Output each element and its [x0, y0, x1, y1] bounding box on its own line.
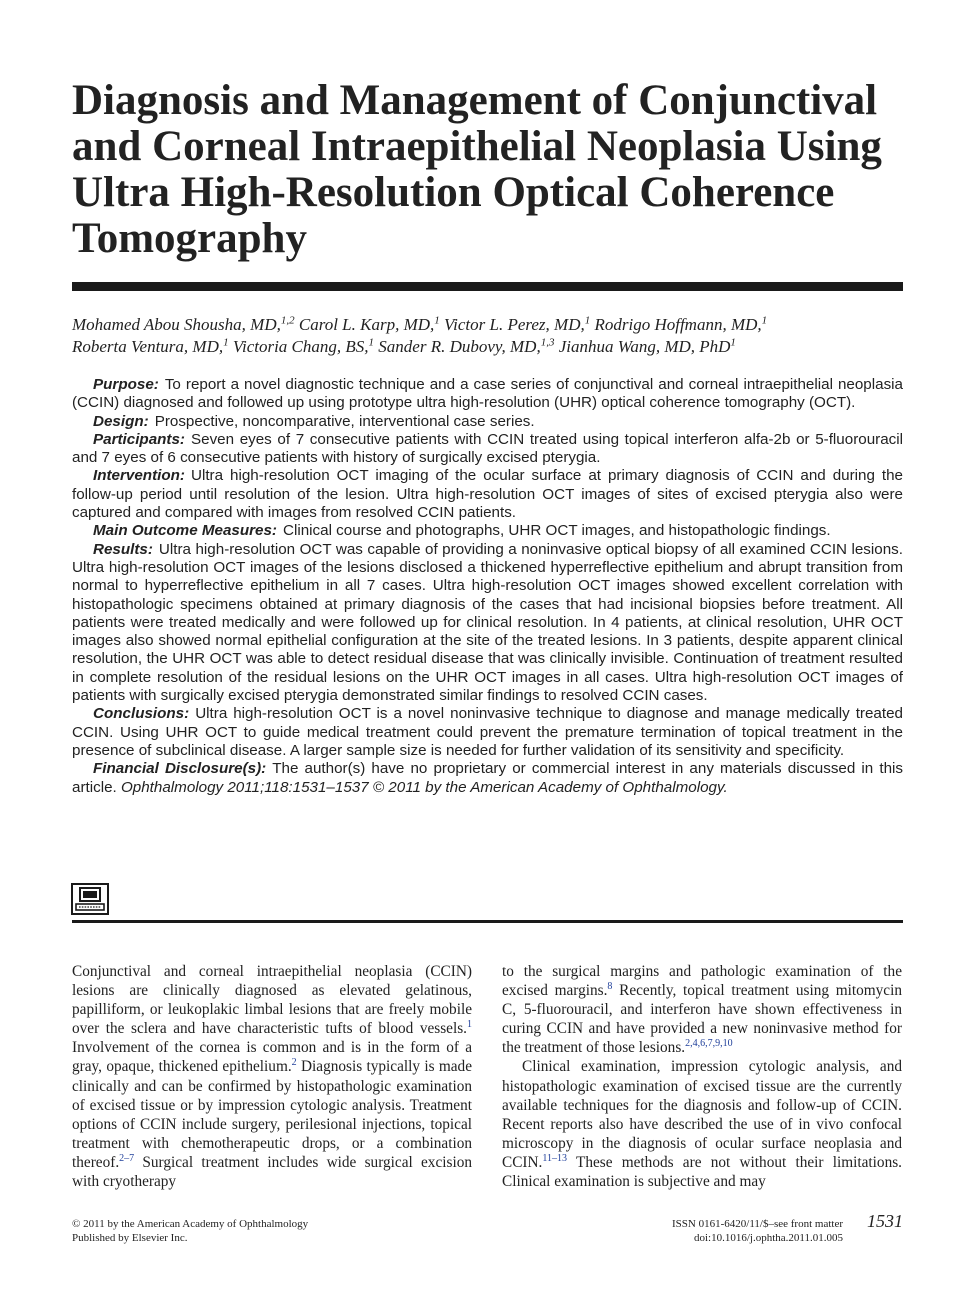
abstract-outcome-measures: Main Outcome Measures: Clinical course and photographs, UHR OCT images, and histopathologic findings. [93, 522, 831, 540]
abstract-disclosure: Financial Disclosure(s): The author(s) have no proprietary or commercial interest in any materials discussed in this article. Ophthalmology 2011;118:1531–1537 © 2011 by the American Academy of Ophthalmology. [72, 760, 903, 796]
author: Jianhua Wang, MD, PhD$^1$ [558, 336, 736, 356]
author: Rodrigo Hoffmann, MD,$^1$ [594, 314, 768, 334]
abstract-label: Participants: [93, 430, 185, 448]
title-rule [72, 282, 903, 291]
issn-line: ISSN 0161-6420/11/$–see front matter [672, 1218, 843, 1230]
body-column-left [72, 962, 472, 1191]
abstract-label: Results: [93, 540, 153, 558]
doi-line: doi:10.1016/j.ophtha.2011.01.005 [693, 1232, 843, 1244]
author: Sander R. Dubovy, MD,$^{1,3}$ [378, 336, 555, 356]
author: Victoria Chang, BS,$^1$ [232, 336, 375, 356]
abstract-label: Main Outcome Measures: [93, 522, 277, 540]
abstract-label: Conclusions: [93, 705, 190, 723]
abstract [72, 376, 903, 797]
article-title: Diagnosis and Management of Conjunctival and Corneal Intraepithelial Neoplasia Using Ultra High-Resolution Optical Coherence Tomography [72, 77, 882, 262]
author-list [72, 314, 903, 358]
author: Mohamed Abou Shousha, MD,$^{1,2}$ [72, 314, 295, 334]
page-number: 1531 [867, 1211, 903, 1231]
abstract-conclusions: Conclusions: Ultra high-resolution OCT is a novel noninvasive technique to diagnose and manage medically treated CCIN. Using UHR OCT to guide medical treatment could prevent the premature termination of topical treatment in the presence of subclinical disease. A larger sample size is needed for further validation of its sensitivity and specificity. [72, 705, 903, 759]
body-column-right [502, 962, 902, 1191]
footer-left [72, 1217, 308, 1245]
abstract-label: Design: [93, 412, 149, 430]
reference-link[interactable]: 2,4,6,7,9,10 [685, 1038, 733, 1050]
body-paragraph: Clinical examination, impression cytologic analysis, and histopathologic examination of excised tissue are the currently available techniques for the diagnosis and follow-up of CCIN. Recent reports also have described the use of in vivo confocal microscopy in the diagnosis of ocular surface neoplasia and CCIN.$^{11-13}$ These methods are not without their limitations. Clinical examination is subjective and may [502, 1058, 902, 1191]
journal-citation: Ophthalmology 2011;118:1531–1537 © 2011 by the American Academy of Ophthalmology. [120, 778, 728, 796]
abstract-design: Design: Prospective, noncomparative, interventional case series. [93, 412, 535, 430]
reference-link[interactable]: 2 [291, 1057, 297, 1069]
abstract-participants: Participants: Seven eyes of 7 consecutive patients with CCIN treated using topical interferon alfa-2b or 5-fluorouracil and 7 eyes of 6 consecutive patients with history of surgically excised pterygia. [72, 430, 903, 467]
publisher-line: Published by Elsevier Inc. [72, 1232, 188, 1244]
computer-monitor-icon [71, 883, 109, 915]
abstract-rule [72, 920, 903, 923]
reference-link[interactable]: 11–13 [542, 1152, 568, 1164]
body-paragraph: Conjunctival and corneal intraepithelial neoplasia (CCIN) lesions are clinically diagnosed as elevated gelatinous, papilliform, or leukoplakic limbal lesions that are freely mobile over the sclera and have characteristic tufts of blood vessels.$^1$ Involvement of the cornea is common and is in the form of a gray, opaque, thickened epithelium.$^2$ Diagnosis typically is made clinically and can be confirmed by histopathologic examination of excised tissue or by impression cytologic analysis. Treatment options of CCIN include surgery, perilesional injections, topical treatment with chemotherapeutic drops, or a combination thereof.$^{2-7}$ Surgical treatment includes wide surgical excision with cryotherapy [72, 963, 472, 1191]
reference-link[interactable]: 8 [607, 981, 613, 992]
author: Roberta Ventura, MD,$^1$ [72, 336, 229, 356]
abstract-results: Results: Ultra high-resolution OCT was capable of providing a noninvasive optical biopsy of all examined CCIN lesions. Ultra high-resolution OCT images of the lesions disclosed a thickened hyperreflective epithelium and abrupt transition from normal to hyperreflective epithelium in all 7 cases. Ultra high-resolution OCT images showed excellent correlation with histopathologic specimens obtained at primary diagnosis of the cases that had incisional biopsies before treatment. All patients were treated medically and were followed up for clinical resolution. In 4 patients, at clinical resolution, UHR OCT images also showed normal epithelial configuration at the site of the treated lesions. In 3 patients, despite apparent clinical resolution, the UHR OCT was able to detect residual disease that was clinically invisible. Continuation of treatment resulted in complete resolution of the residual lesions on the UHR OCT images in all cases. Ultra high-resolution OCT images of patients with surgically excised pterygia demonstrated similar findings to resolved CCIN cases. [72, 540, 903, 705]
footer-right [672, 1217, 843, 1245]
abstract-label: Purpose: [93, 376, 159, 393]
abstract-intervention: Intervention: Ultra high-resolution OCT imaging of the ocular surface at primary diagnosis of CCIN and during the follow-up period until resolution of the lesion. Ultra high-resolution OCT images of sites of excised pterygia also were captured and compared with images from resolved CCIN patients. [72, 467, 903, 522]
abstract-purpose: Purpose: To report a novel diagnostic technique and a case series of conjunctival and corneal intraepithelial neoplasia (CCIN) diagnosed and followed up using prototype ultra high-resolution (UHR) optical coherence tomography (OCT). [72, 376, 903, 412]
reference-link[interactable]: 2–7 [119, 1152, 135, 1164]
author: Carol L. Karp, MD,$^1$ [298, 314, 440, 334]
body-paragraph: to the surgical margins and pathologic examination of the excised margins.$^8$ Recently, topical treatment using mitomycin C, 5-fluorouracil, and interferon have shown effectiveness in curing CCIN and have provided a new noninvasive method for the treatment of those lesions.$^{2,4,6,7,9,10}$ [502, 963, 902, 1057]
author: Victor L. Perez, MD,$^1$ [444, 314, 591, 334]
reference-link[interactable]: 1 [467, 1019, 472, 1031]
abstract-label: Financial Disclosure(s): [93, 760, 267, 778]
copyright-line: © 2011 by the American Academy of Ophthalmology [72, 1218, 309, 1230]
abstract-label: Intervention: [93, 467, 185, 485]
